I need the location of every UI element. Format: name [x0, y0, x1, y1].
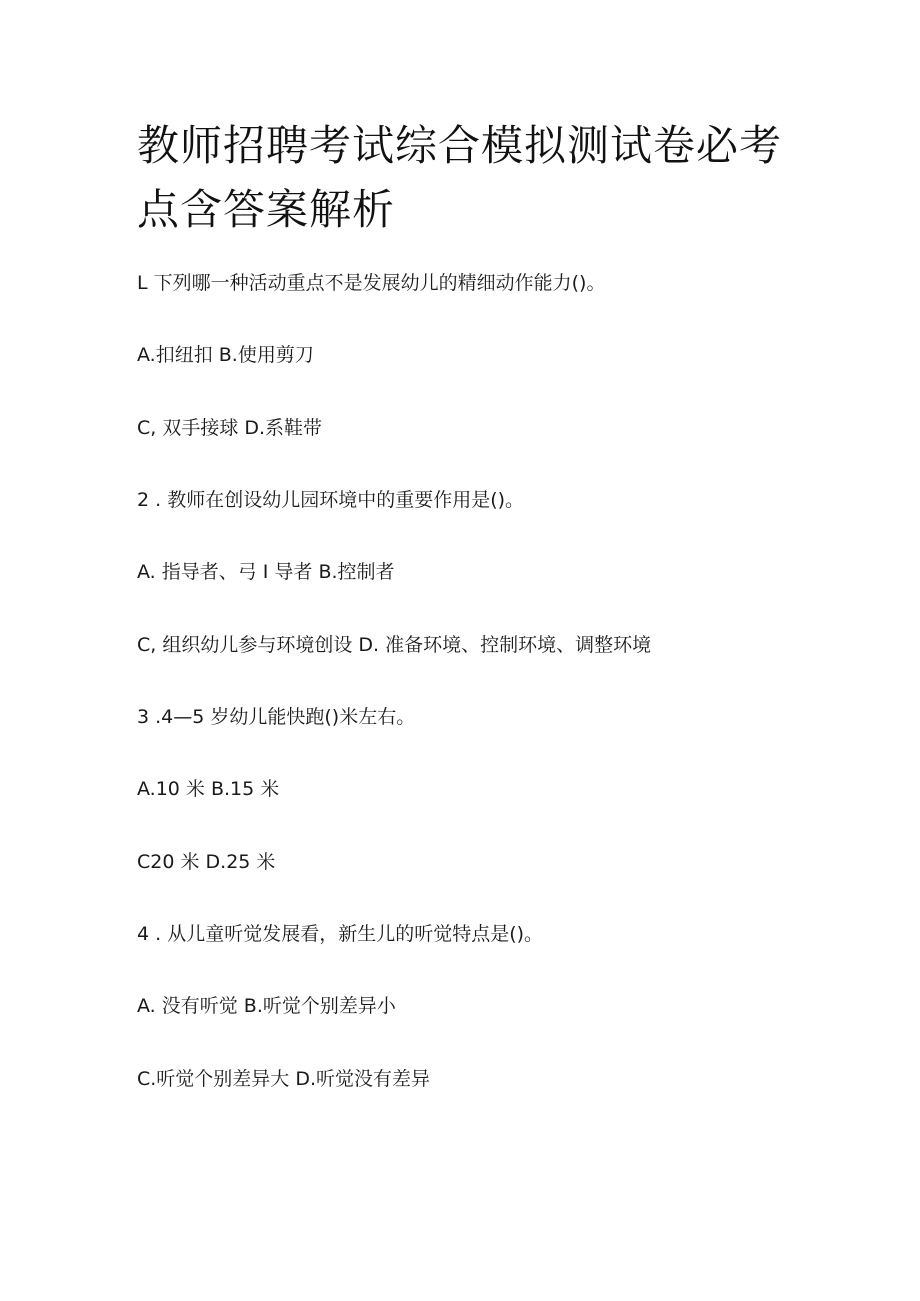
question-1-options-ab: A.扣纽扣 B.使用剪刀	[137, 344, 314, 366]
question-2-stem: 2 . 教师在创设幼儿园环境中的重要作用是()。	[137, 489, 525, 511]
question-4-options-cd: C.听觉个别差异大 D.听觉没有差异	[137, 1068, 431, 1090]
question-1-options-cd: C, 双手接球 D.系鞋带	[137, 417, 323, 439]
question-1-stem: L 下列哪一种活动重点不是发展幼儿的精细动作能力()。	[137, 272, 606, 294]
document-title-line-1: 教师招聘考试综合模拟测试卷必考	[137, 121, 783, 170]
document-title-line-2: 点含答案解析	[137, 185, 396, 234]
question-4-stem: 4 . 从儿童听觉发展看，新生儿的听觉特点是()。	[137, 923, 544, 945]
document-title	[137, 114, 797, 242]
question-2-options-cd: C, 组织幼儿参与环境创设 D. 准备环境、控制环境、调整环境	[137, 634, 652, 656]
question-4-options-ab: A. 没有听觉 B.听觉个别差异小	[137, 995, 396, 1017]
question-3-stem: 3 .4—5 岁幼儿能快跑()米左右。	[137, 706, 416, 728]
question-2-options-ab: A. 指导者、弓 I 导者 B.控制者	[137, 561, 395, 583]
question-3-options-cd: C20 米 D.25 米	[137, 851, 276, 873]
question-3-options-ab: A.10 米 B.15 米	[137, 778, 280, 800]
